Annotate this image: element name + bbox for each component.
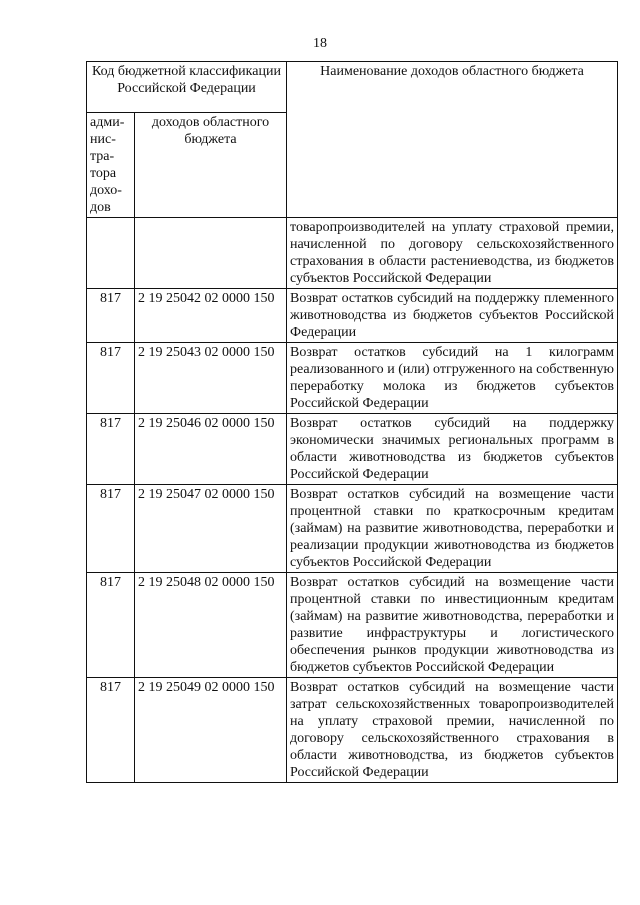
header-revenue-name: Наименование доходов областного бюджета [287, 62, 618, 218]
admin-code-cell: 817 [87, 414, 135, 485]
revenue-name-cell: Возврат остатков субсидий на возмещение части процентной ставки по инвестиционным кредитам (займам) на развитие животноводства, переработки и развитие инфраструктуры и логистического обеспечения рынков продукции животноводства из бюджетов субъектов Российской Федерации [287, 573, 618, 678]
revenue-code-cell: 2 19 25049 02 0000 150 [135, 678, 287, 783]
budget-classification-table [86, 61, 618, 783]
revenue-code-cell: 2 19 25043 02 0000 150 [135, 343, 287, 414]
table-row [87, 289, 618, 343]
admin-code-cell: 817 [87, 289, 135, 343]
revenue-name-cell: товаропроизводителей на уплату страховой премии, начисленной по договору сельскохозяйственного страхования в области растениеводства, из бюджетов субъектов Российской Федерации [287, 218, 618, 289]
page-number: 18 [313, 36, 327, 51]
revenue-name-cell: Возврат остатков субсидий на возмещение части процентной ставки по краткосрочным кредитам (займам) на развитие животноводства, переработки и реализации продукции животноводства из бюджетов субъектов Российской Федерации [287, 485, 618, 573]
table-header-row-1 [87, 62, 618, 113]
table-row [87, 414, 618, 485]
header-administrator: адми-нис-тра-тора дохо-дов [87, 113, 135, 218]
header-revenue-code: доходов областного бюджета [135, 113, 287, 218]
revenue-name-cell: Возврат остатков субсидий на поддержку экономически значимых региональных программ в области животноводства из бюджетов субъектов Российской Федерации [287, 414, 618, 485]
admin-code-cell: 817 [87, 485, 135, 573]
revenue-code-cell: 2 19 25042 02 0000 150 [135, 289, 287, 343]
table-row [87, 218, 618, 289]
revenue-code-cell: 2 19 25048 02 0000 150 [135, 573, 287, 678]
revenue-name-cell: Возврат остатков субсидий на поддержку племенного животноводства из бюджетов субъектов Российской Федерации [287, 289, 618, 343]
table-row [87, 573, 618, 678]
admin-code-cell [87, 218, 135, 289]
header-budget-code-group: Код бюджетной классификации Российской Федерации [87, 62, 287, 113]
table-row [87, 485, 618, 573]
revenue-code-cell: 2 19 25046 02 0000 150 [135, 414, 287, 485]
admin-code-cell: 817 [87, 678, 135, 783]
revenue-code-cell [135, 218, 287, 289]
table-row [87, 343, 618, 414]
revenue-code-cell: 2 19 25047 02 0000 150 [135, 485, 287, 573]
revenue-name-cell: Возврат остатков субсидий на возмещение части затрат сельскохозяйственных товаропроизводителей на уплату страховой премии, начисленной по договору сельскохозяйственного страхования в области животноводства, из бюджетов субъектов Российской Федерации [287, 678, 618, 783]
table-row [87, 678, 618, 783]
admin-code-cell: 817 [87, 343, 135, 414]
revenue-name-cell: Возврат остатков субсидий на 1 килограмм реализованного и (или) отгруженного на собственную переработку молока из бюджетов субъектов Российской Федерации [287, 343, 618, 414]
admin-code-cell: 817 [87, 573, 135, 678]
